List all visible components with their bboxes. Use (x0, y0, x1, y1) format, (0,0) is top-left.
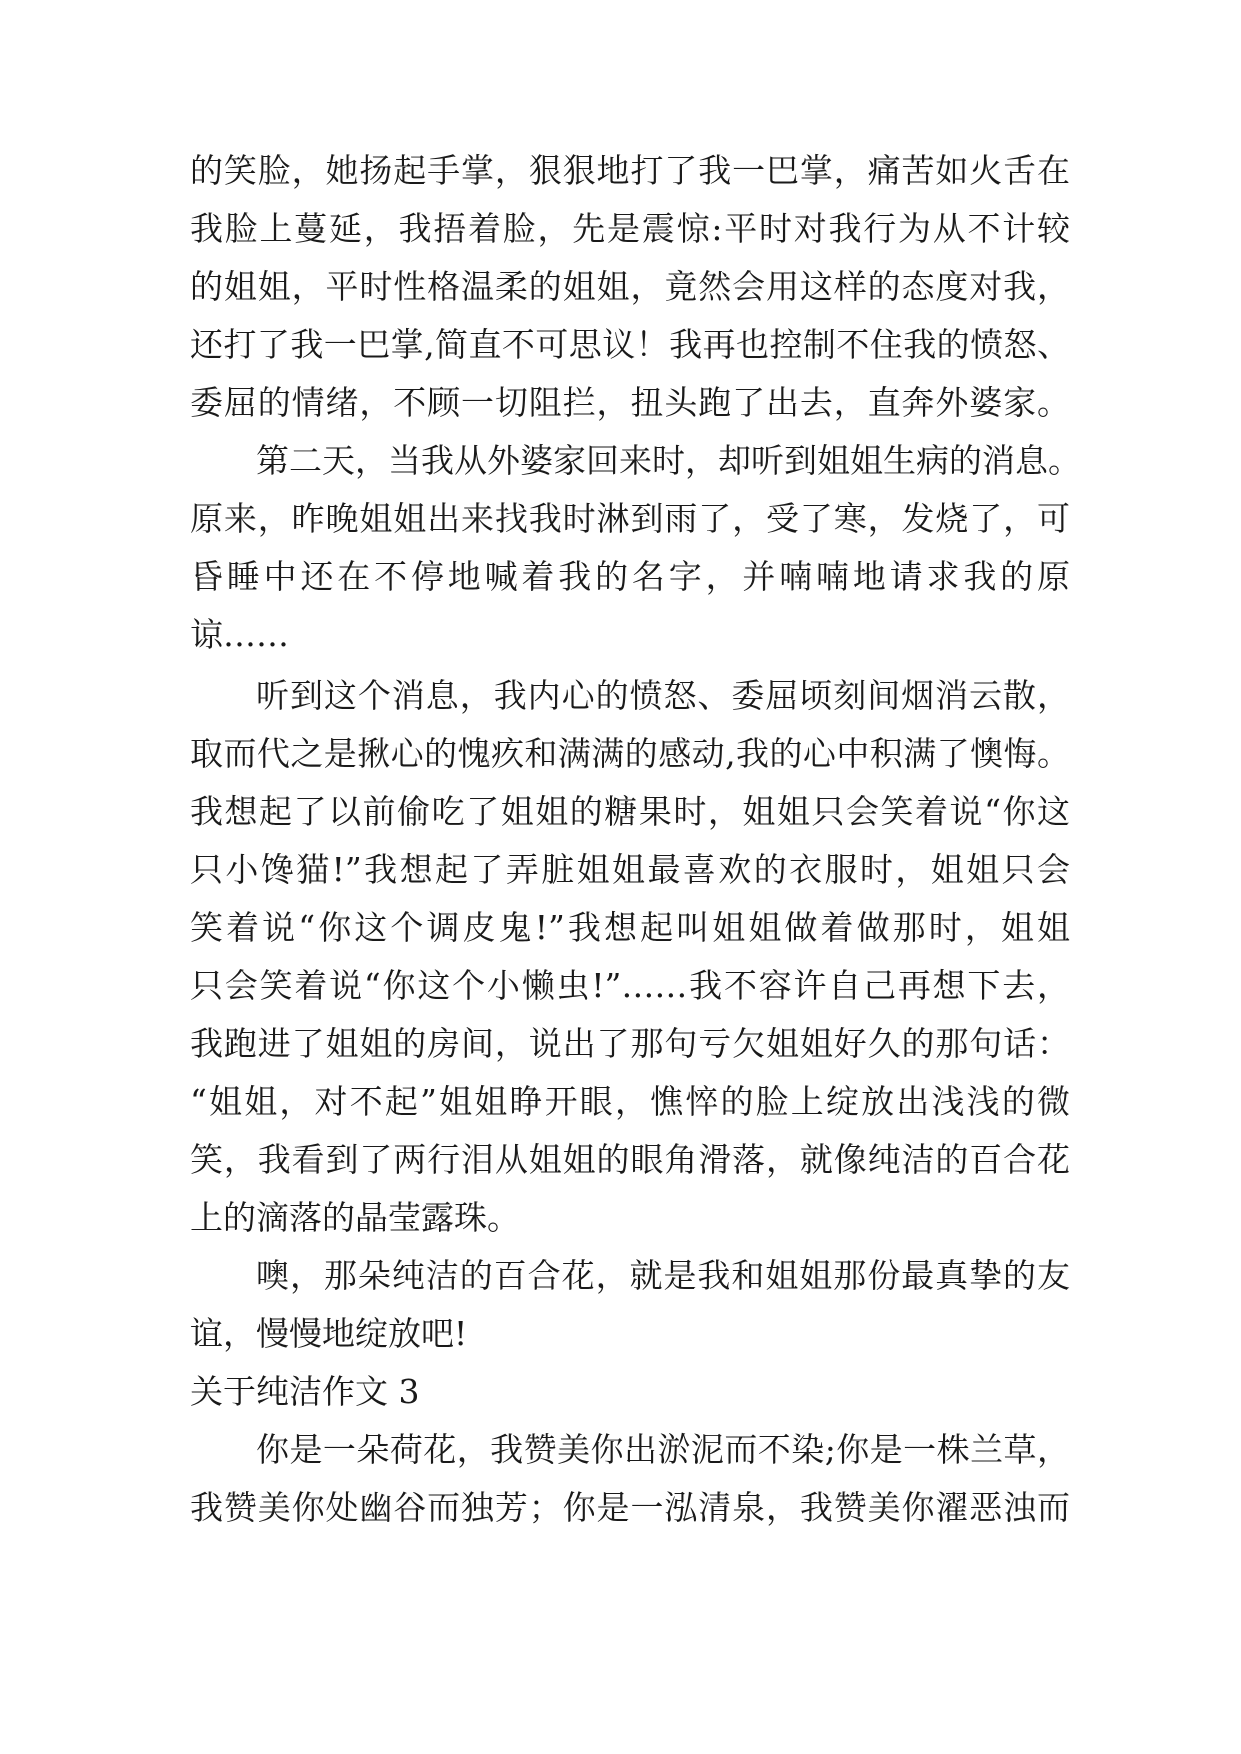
text-line-3: 的姐姐，平时性格温柔的姐姐，竟然会用这样的态度对我， (190, 267, 1070, 306)
text-line-7: 原来，昨晚姐姐出来找我时淋到雨了，受了寒，发烧了，可 (190, 499, 1070, 538)
text-line-2: 我脸上蔓延，我捂着脸，先是震惊:平时对我行为从不计较 (190, 209, 1070, 248)
text-line-10: 听到这个消息，我内心的愤怒、委屈顷刻间烟消云散， (256, 676, 1070, 715)
text-line-14: 笑着说“你这个调皮鬼!”我想起叫姐姐做着做那时，姐姐 (190, 908, 1070, 947)
text-line-5: 委屈的情绪，不顾一切阻拦，扭头跑了出去，直奔外婆家。 (190, 383, 1070, 422)
text-line-20: 噢，那朵纯洁的百合花，就是我和姐姐那份最真挚的友 (256, 1256, 1070, 1295)
text-line-23: 你是一朵荷花，我赞美你出淤泥而不染;你是一株兰草， (256, 1430, 1070, 1469)
text-line-6: 第二天，当我从外婆家回来时，却听到姐姐生病的消息。 (256, 441, 1081, 480)
text-line-8: 昏睡中还在不停地喊着我的名字，并喃喃地请求我的原 (190, 557, 1070, 596)
text-line-17: “姐姐，对不起”姐姐睁开眼，憔悴的脸上绽放出浅浅的微 (190, 1082, 1070, 1121)
text-line-16: 我跑进了姐姐的房间，说出了那句亏欠姐姐好久的那句话： (190, 1024, 1070, 1063)
text-line-13: 只小馋猫!”我想起了弄脏姐姐最喜欢的衣服时，姐姐只会 (190, 850, 1070, 889)
text-line-1: 的笑脸，她扬起手掌，狠狠地打了我一巴掌，痛苦如火舌在 (190, 151, 1070, 190)
text-line-24: 我赞美你处幽谷而独芳；你是一泓清泉，我赞美你濯恶浊而 (190, 1488, 1070, 1527)
text-line-11: 取而代之是揪心的愧疚和满满的感动,我的心中积满了懊悔。 (190, 734, 1070, 773)
text-line-18: 笑，我看到了两行泪从姐姐的眼角滑落，就像纯洁的百合花 (190, 1140, 1070, 1179)
section-heading: 关于纯洁作文 3 (190, 1372, 420, 1411)
text-line-9: 谅…… (190, 615, 289, 654)
text-line-4: 还打了我一巴掌,简直不可思议！我再也控制不住我的愤怒、 (190, 325, 1070, 364)
text-line-15: 只会笑着说“你这个小懒虫!”……我不容许自己再想下去， (190, 966, 1070, 1005)
text-line-12: 我想起了以前偷吃了姐姐的糖果时，姐姐只会笑着说“你这 (190, 792, 1070, 831)
text-line-21: 谊，慢慢地绽放吧! (190, 1314, 468, 1353)
text-line-19: 上的滴落的晶莹露珠。 (190, 1198, 520, 1237)
